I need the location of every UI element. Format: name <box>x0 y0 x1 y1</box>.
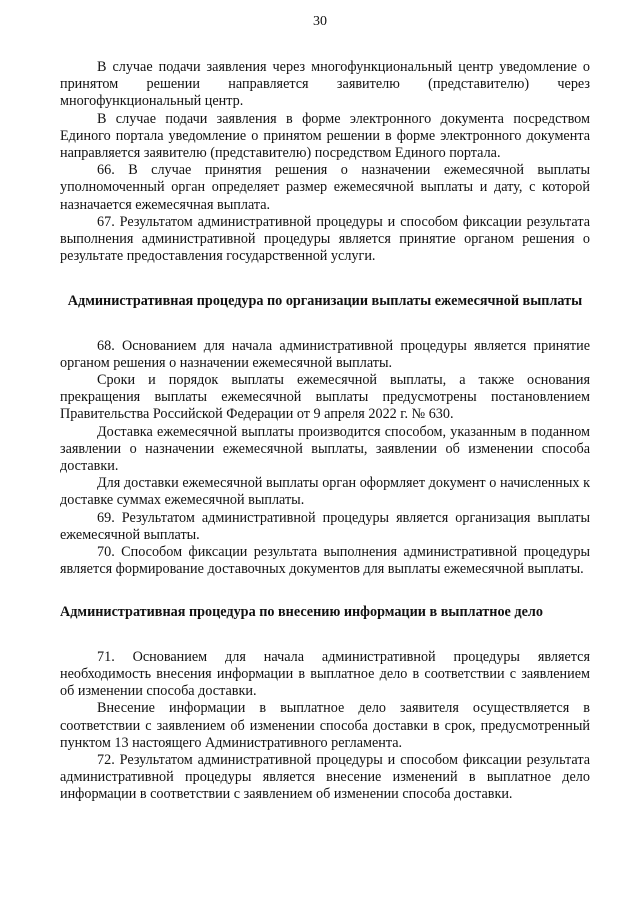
paragraph-68: 68. Основанием для начала административной процедуры является принятие органом решения о назначении ежемесячной выплаты. <box>60 337 590 371</box>
paragraph-payment-terms: Сроки и порядок выплаты ежемесячной выплаты, а также основания прекращения выплаты ежемесячной выплаты предусмотрены постановлением Правительства Российской Федерации от 9 апреля 2022 г. № 630. <box>60 372 590 423</box>
section-heading-payment-file: Административная процедура по внесению информации в выплатное дело <box>60 604 543 621</box>
paragraph-72: 72. Результатом административной процедуры и способом фиксации результата административной процедуры является внесение изменений в выплатное дело информации в соответствии с заявлением об изменении способа доставки. <box>60 751 590 803</box>
paragraph-payment-file-entry: Внесение информации в выплатное дело заявителя осуществляется в соответствии с заявлением об изменении способа доставки в срок, предусмотренный пунктом 13 настоящего Административного регламента. <box>60 700 590 751</box>
paragraph-70: 70. Способом фиксации результата выполнения административной процедуры является формирование доставочных документов для выплаты ежемесячной выплаты. <box>60 544 590 578</box>
paragraph-71: 71. Основанием для начала административной процедуры является необходимость внесения информации в выплатное дело в соответствии с заявлением об изменении способа доставки. <box>60 648 590 700</box>
document-body <box>60 59 590 804</box>
paragraph-mfc-notification: В случае подачи заявления через многофункциональный центр уведомление о принятом решении направляется заявителю (представителю) через многофункциональный центр. <box>60 59 590 110</box>
paragraph-delivery-document: Для доставки ежемесячной выплаты орган оформляет документ о начисленных к доставке суммах ежемесячной выплаты. <box>60 475 590 509</box>
paragraph-67: 67. Результатом административной процедуры и способом фиксации результата выполнения административной процедуры является принятие органом решения о результате предоставления государственной услуги. <box>60 213 590 265</box>
section-heading-payment-organization: Административная процедура по организации выплаты ежемесячной выплаты <box>67 293 583 310</box>
paragraph-66: 66. В случае принятия решения о назначении ежемесячной выплаты уполномоченный орган определяет размер ежемесячной выплаты и дату, с которой назначается ежемесячная выплата. <box>60 162 590 213</box>
paragraph-portal-notification: В случае подачи заявления в форме электронного документа посредством Единого портала уведомление о принятом решении в форме электронного документа направляется заявителю (представителю) посредством Единого портала. <box>60 110 590 162</box>
page-number: 30 <box>313 14 327 29</box>
paragraph-delivery-method: Доставка ежемесячной выплаты производится способом, указанным в поданном заявлении о назначении ежемесячной выплаты, заявлении об изменении способа доставки. <box>60 423 590 475</box>
paragraph-69: 69. Результатом административной процедуры является организация выплаты ежемесячной выплаты. <box>60 509 590 543</box>
